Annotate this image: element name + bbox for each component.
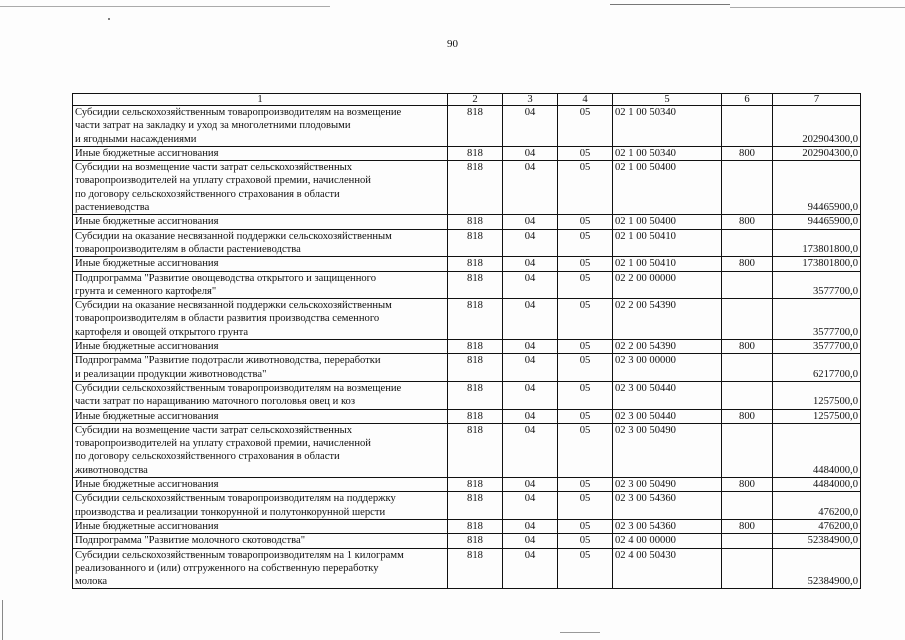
row-expense-type (722, 354, 773, 382)
row-target-article: 02 1 00 50410 (613, 257, 722, 271)
row-ministry-code: 818 (448, 423, 503, 477)
row-ministry-code: 818 (448, 271, 503, 299)
table-row (73, 340, 861, 354)
row-target-article: 02 1 00 50400 (613, 215, 722, 229)
row-expense-type: 800 (722, 519, 773, 533)
row-subsection-code: 05 (558, 229, 613, 257)
row-target-article: 02 1 00 50340 (613, 146, 722, 160)
column-header: 7 (773, 94, 861, 106)
row-section-code: 04 (503, 548, 558, 589)
budget-table (72, 93, 861, 589)
table-row (73, 257, 861, 271)
column-header: 6 (722, 94, 773, 106)
row-amount: 52384900,0 (773, 534, 861, 548)
row-ministry-code: 818 (448, 340, 503, 354)
row-description: Субсидии сельскохозяйственным товаропроизводителям на возмещение части затрат на закладку и уход за многолетними плодовыми и ягодными насаждениями (73, 106, 448, 147)
row-subsection-code: 05 (558, 354, 613, 382)
row-expense-type (722, 548, 773, 589)
row-amount: 1257500,0 (773, 381, 861, 409)
row-target-article: 02 3 00 00000 (613, 354, 722, 382)
scan-artifact-dot (108, 18, 110, 20)
row-subsection-code: 05 (558, 492, 613, 520)
table-row (73, 299, 861, 340)
row-amount: 173801800,0 (773, 229, 861, 257)
table-row (73, 271, 861, 299)
table-row (73, 409, 861, 423)
row-description: Иные бюджетные ассигнования (73, 146, 448, 160)
row-section-code: 04 (503, 478, 558, 492)
row-ministry-code: 818 (448, 381, 503, 409)
row-ministry-code: 818 (448, 257, 503, 271)
table-row (73, 215, 861, 229)
row-section-code: 04 (503, 381, 558, 409)
scan-artifact-line (730, 7, 905, 8)
row-expense-type (722, 161, 773, 215)
row-amount: 3577700,0 (773, 340, 861, 354)
row-description: Иные бюджетные ассигнования (73, 519, 448, 533)
scan-artifact-line (610, 4, 730, 5)
row-expense-type (722, 229, 773, 257)
row-description: Иные бюджетные ассигнования (73, 215, 448, 229)
row-target-article: 02 3 00 50440 (613, 409, 722, 423)
row-section-code: 04 (503, 354, 558, 382)
row-subsection-code: 05 (558, 340, 613, 354)
scan-artifact-margin-mark (2, 600, 3, 640)
row-section-code: 04 (503, 271, 558, 299)
table-row (73, 146, 861, 160)
row-description: Подпрограмма "Развитие молочного скотоводства" (73, 534, 448, 548)
table-row (73, 161, 861, 215)
row-ministry-code: 818 (448, 354, 503, 382)
table-row (73, 229, 861, 257)
row-amount: 6217700,0 (773, 354, 861, 382)
row-amount: 52384900,0 (773, 548, 861, 589)
row-expense-type (722, 423, 773, 477)
row-expense-type: 800 (722, 257, 773, 271)
row-amount: 94465900,0 (773, 215, 861, 229)
row-subsection-code: 05 (558, 519, 613, 533)
row-subsection-code: 05 (558, 381, 613, 409)
column-header: 3 (503, 94, 558, 106)
table-row (73, 492, 861, 520)
row-target-article: 02 3 00 50440 (613, 381, 722, 409)
row-section-code: 04 (503, 340, 558, 354)
row-section-code: 04 (503, 146, 558, 160)
row-section-code: 04 (503, 534, 558, 548)
row-description: Субсидии на возмещение части затрат сельскохозяйственных товаропроизводителей на уплату страховой премии, начисленной по договору сельскохозяйственного страхования в области животноводства (73, 423, 448, 477)
row-expense-type (722, 299, 773, 340)
row-amount: 4484000,0 (773, 423, 861, 477)
row-expense-type: 800 (722, 478, 773, 492)
row-subsection-code: 05 (558, 106, 613, 147)
row-target-article: 02 1 00 50400 (613, 161, 722, 215)
table-row (73, 354, 861, 382)
row-section-code: 04 (503, 519, 558, 533)
row-section-code: 04 (503, 229, 558, 257)
row-ministry-code: 818 (448, 229, 503, 257)
row-description: Субсидии на оказание несвязанной поддержки сельскохозяйственным товаропроизводителям в области развития производства семенного картофеля и овощей открытого грунта (73, 299, 448, 340)
table-row (73, 519, 861, 533)
row-expense-type (722, 534, 773, 548)
row-description: Иные бюджетные ассигнования (73, 257, 448, 271)
row-ministry-code: 818 (448, 215, 503, 229)
row-subsection-code: 05 (558, 161, 613, 215)
row-section-code: 04 (503, 299, 558, 340)
row-subsection-code: 05 (558, 478, 613, 492)
row-section-code: 04 (503, 409, 558, 423)
column-header: 1 (73, 94, 448, 106)
table-row (73, 548, 861, 589)
row-ministry-code: 818 (448, 519, 503, 533)
row-expense-type: 800 (722, 146, 773, 160)
row-amount: 173801800,0 (773, 257, 861, 271)
row-subsection-code: 05 (558, 271, 613, 299)
row-expense-type (722, 106, 773, 147)
row-subsection-code: 05 (558, 548, 613, 589)
row-amount: 3577700,0 (773, 271, 861, 299)
table-row (73, 423, 861, 477)
row-description: Подпрограмма "Развитие подотрасли животноводства, переработки и реализации продукции животноводства" (73, 354, 448, 382)
row-ministry-code: 818 (448, 492, 503, 520)
row-target-article: 02 2 00 54390 (613, 299, 722, 340)
row-subsection-code: 05 (558, 409, 613, 423)
table-row (73, 534, 861, 548)
row-description: Субсидии сельскохозяйственным товаропроизводителям на возмещение части затрат по наращиванию маточного поголовья овец и коз (73, 381, 448, 409)
row-description: Субсидии на оказание несвязанной поддержки сельскохозяйственным товаропроизводителям в области растениеводства (73, 229, 448, 257)
column-header: 5 (613, 94, 722, 106)
row-target-article: 02 3 00 54360 (613, 519, 722, 533)
row-expense-type (722, 492, 773, 520)
row-subsection-code: 05 (558, 299, 613, 340)
row-target-article: 02 3 00 54360 (613, 492, 722, 520)
row-section-code: 04 (503, 257, 558, 271)
row-description: Иные бюджетные ассигнования (73, 409, 448, 423)
row-amount: 476200,0 (773, 492, 861, 520)
row-target-article: 02 1 00 50340 (613, 106, 722, 147)
row-target-article: 02 3 00 50490 (613, 423, 722, 477)
row-target-article: 02 4 00 50430 (613, 548, 722, 589)
column-header: 4 (558, 94, 613, 106)
row-description: Субсидии сельскохозяйственным товаропроизводителям на 1 килограмм реализованного и (или) отгруженного на собственную переработку молока (73, 548, 448, 589)
row-description: Субсидии сельскохозяйственным товаропроизводителям на поддержку производства и реализации тонкорунной и полутонкорунной шерсти (73, 492, 448, 520)
row-section-code: 04 (503, 215, 558, 229)
row-expense-type (722, 381, 773, 409)
table-row (73, 478, 861, 492)
row-amount: 202904300,0 (773, 146, 861, 160)
row-section-code: 04 (503, 423, 558, 477)
row-description: Иные бюджетные ассигнования (73, 340, 448, 354)
row-ministry-code: 818 (448, 478, 503, 492)
row-ministry-code: 818 (448, 299, 503, 340)
row-ministry-code: 818 (448, 409, 503, 423)
row-ministry-code: 818 (448, 106, 503, 147)
table-header-row (73, 94, 861, 106)
row-target-article: 02 2 00 00000 (613, 271, 722, 299)
row-target-article: 02 1 00 50410 (613, 229, 722, 257)
row-subsection-code: 05 (558, 146, 613, 160)
row-amount: 202904300,0 (773, 106, 861, 147)
row-description: Субсидии на возмещение части затрат сельскохозяйственных товаропроизводителей на уплату страховой премии, начисленной по договору сельскохозяйственного страхования в области растениеводства (73, 161, 448, 215)
row-expense-type: 800 (722, 215, 773, 229)
row-subsection-code: 05 (558, 534, 613, 548)
column-header: 2 (448, 94, 503, 106)
row-description: Иные бюджетные ассигнования (73, 478, 448, 492)
row-amount: 3577700,0 (773, 299, 861, 340)
row-amount: 476200,0 (773, 519, 861, 533)
row-amount: 1257500,0 (773, 409, 861, 423)
row-ministry-code: 818 (448, 161, 503, 215)
row-ministry-code: 818 (448, 548, 503, 589)
row-target-article: 02 3 00 50490 (613, 478, 722, 492)
row-section-code: 04 (503, 161, 558, 215)
row-expense-type (722, 271, 773, 299)
page-number: 90 (447, 38, 458, 50)
scan-artifact-line (0, 6, 330, 7)
row-target-article: 02 2 00 54390 (613, 340, 722, 354)
table-row (73, 381, 861, 409)
row-subsection-code: 05 (558, 215, 613, 229)
row-expense-type: 800 (722, 409, 773, 423)
row-section-code: 04 (503, 106, 558, 147)
row-ministry-code: 818 (448, 534, 503, 548)
row-ministry-code: 818 (448, 146, 503, 160)
table-row (73, 106, 861, 147)
row-subsection-code: 05 (558, 257, 613, 271)
row-amount: 4484000,0 (773, 478, 861, 492)
row-subsection-code: 05 (558, 423, 613, 477)
row-expense-type: 800 (722, 340, 773, 354)
scan-artifact-line (560, 632, 600, 633)
row-target-article: 02 4 00 00000 (613, 534, 722, 548)
row-amount: 94465900,0 (773, 161, 861, 215)
row-section-code: 04 (503, 492, 558, 520)
row-description: Подпрограмма "Развитие овощеводства открытого и защищенного грунта и семенного картофеля" (73, 271, 448, 299)
